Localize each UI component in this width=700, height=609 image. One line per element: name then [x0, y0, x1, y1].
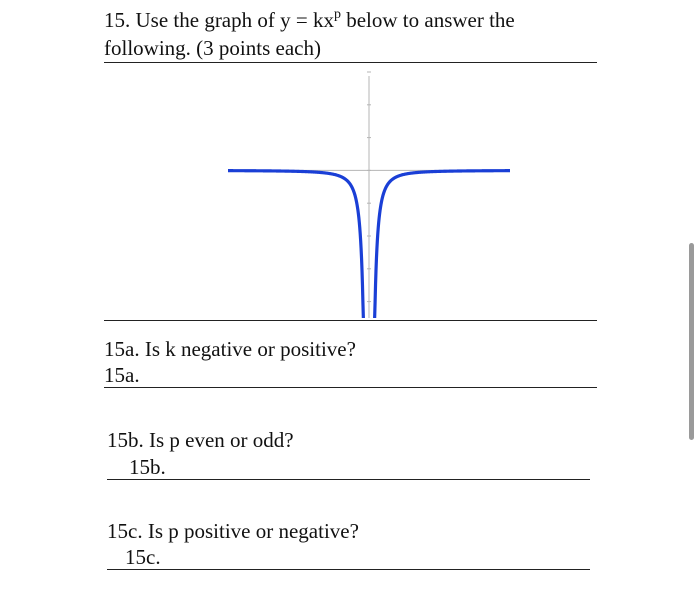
curve-left-branch: [228, 171, 363, 318]
exponent-p: p: [333, 7, 341, 22]
part-c-question: 15c. Is p positive or negative?: [107, 519, 359, 543]
question-line-2: following. (3 points each): [104, 36, 321, 60]
part-b-answer-line[interactable]: [107, 479, 590, 480]
question-line-1: [104, 8, 515, 32]
curve-right-branch: [375, 171, 510, 318]
curve: [228, 171, 510, 318]
y-axis: [367, 72, 371, 318]
part-a-answer-line[interactable]: [104, 387, 597, 388]
part-a-question: 15a. Is k negative or positive?: [104, 337, 356, 361]
header-rule: [104, 62, 597, 63]
part-b-question: 15b. Is p even or odd?: [107, 428, 294, 452]
part-c-answer-label: 15c.: [125, 545, 161, 569]
part-b-answer-label: 15b.: [129, 455, 166, 479]
vertical-scrollbar[interactable]: [689, 243, 694, 440]
graph-bottom-rule: [104, 320, 597, 321]
part-a-answer-label: 15a.: [104, 363, 140, 387]
question-prompt-start: Use the graph of y = kx: [135, 8, 334, 32]
question-prompt-end: below to answer the: [340, 8, 515, 32]
part-c-answer-line[interactable]: [107, 569, 590, 570]
question-number: 15.: [104, 8, 131, 32]
